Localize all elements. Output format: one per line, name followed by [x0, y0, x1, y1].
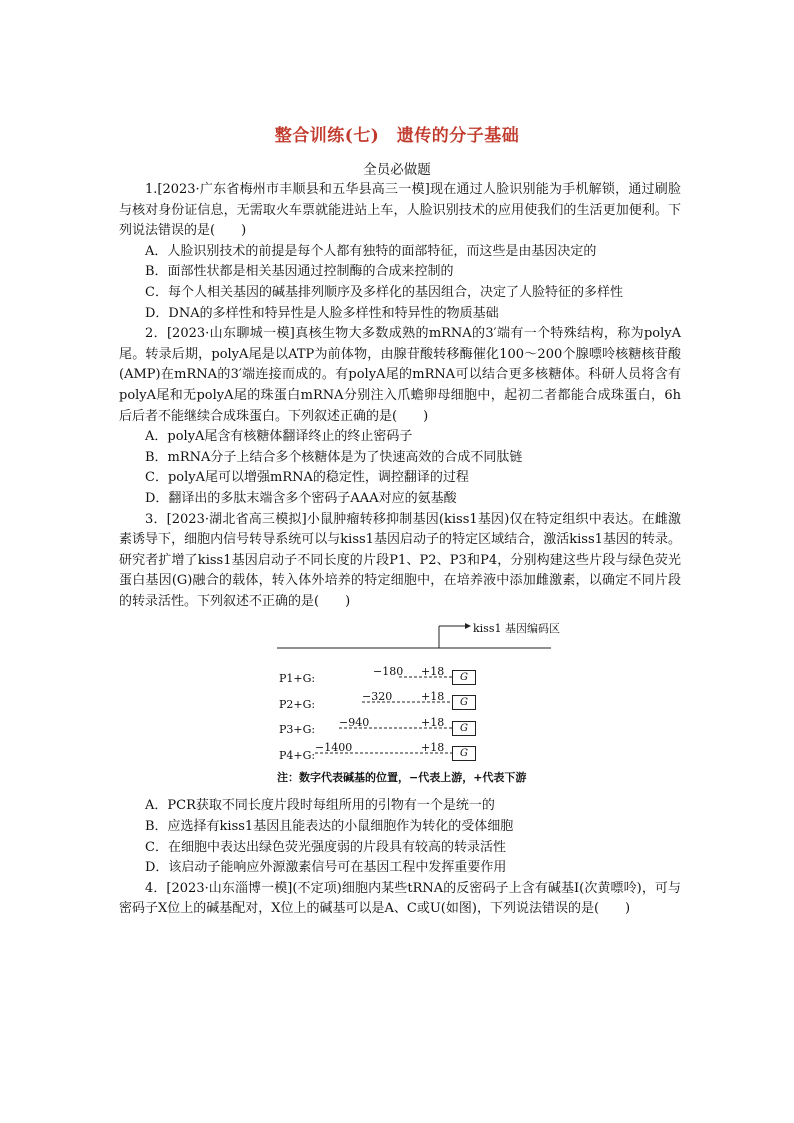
option-d: D．该启动子能响应外源激素信号可在基因工程中发挥重要作用: [145, 860, 507, 876]
question-2: [119, 324, 681, 509]
question-stem: 3．[2023·湖北省高三模拟]小鼠肿瘤转移抑制基因(kiss1基因)仅在特定组织中表达。在雌激素诱导下，细胞内信号转导系统可以与kiss1基因启动子的特定区域结合，激活kiss1基因的转录。研究者扩增了kiss1基因启动子不同长度的片段P1、P2、P3和P4，分别构建这些片段与绿色荧光蛋白基因(G)融合的载体，转入体外培养的特定细胞中，在培养液中添加雌激素，以确定不同片段的转录活性。下列叙述不正确的是( ): [119, 511, 681, 609]
option-c: C．在细胞中表达出绿色荧光强度弱的片段具有较高的转录活性: [145, 839, 506, 855]
coding-region-label: kiss1 基因编码区: [473, 622, 560, 636]
option-b: B．mRNA分子上结合多个核糖体是为了快速高效的合成不同肽链: [145, 449, 523, 465]
row-start-p1: −180: [373, 665, 404, 679]
option-d: D．翻译出的多肽末端含多个密码子AAA对应的氨基酸: [145, 490, 457, 506]
row-start-p3: −940: [339, 716, 370, 730]
row-label-p1: P1+G:: [279, 672, 316, 686]
gfp-box-p4: G: [452, 746, 476, 761]
option-b: B．应选择有kiss1基因且能表达的小鼠细胞作为转化的受体细胞: [145, 819, 514, 835]
option-b: B．面部性状都是相关基因通过控制酶的合成来控制的: [145, 264, 454, 280]
question-4: [119, 879, 681, 920]
figure-note: 注：数字代表碱基的位置，−代表上游，+代表下游: [277, 771, 527, 785]
option-a: A．polyA尾含有核糖体翻译终止的终止密码子: [145, 429, 413, 445]
option-a: A．PCR获取不同长度片段时每组所用的引物有一个是统一的: [145, 798, 495, 814]
row-end-p1: +18: [421, 665, 445, 679]
document-body: [119, 180, 681, 920]
row-label-p2: P2+G:: [279, 698, 316, 712]
page-title: 整合训练(七) 遗传的分子基础: [274, 126, 520, 146]
question-stem: 1.[2023·广东省梅州市丰顺县和五华县高三一模]现在通过人脸识别能为手机解锁，通过刷脸与核对身份证信息，无需取火车票就能进站上车，人脸识别技术的应用使我们的生活更加便利。下列说法错误的是( ): [119, 182, 681, 239]
option-a: A．人脸识别技术的前提是每个人都有独特的面部特征，而这些是由基因决定的: [145, 243, 597, 259]
option-d: D．DNA的多样性和特异性是人脸多样性和特异性的物质基础: [145, 305, 499, 321]
gfp-box-p2: G: [452, 695, 476, 710]
row-end-p2: +18: [421, 690, 445, 704]
gfp-box-p3: G: [452, 721, 476, 736]
row-start-p4: −1400: [315, 741, 353, 755]
promoter-diagram: [119, 618, 681, 790]
row-label-p3: P3+G:: [279, 723, 316, 737]
row-end-p4: +18: [421, 741, 445, 755]
question-3: [119, 510, 681, 879]
promoter-diagram-lines: [119, 618, 681, 790]
row-end-p3: +18: [421, 716, 445, 730]
gfp-box-p1: G: [452, 670, 476, 685]
question-stem: 2．[2023·山东聊城一模]真核生物大多数成熟的mRNA的3′端有一个特殊结构，称为polyA尾。转录后期，polyA尾是以ATP为前体物，由腺苷酸转移酶催化100～200个腺嘌呤核糖核苷酸(AMP)在mRNA的3′端连接而成的。有polyA尾的mRNA可以结合更多核糖体。科研人员将含有polyA尾和无polyA尾的珠蛋白mRNA分别注入爪蟾卵母细胞中，起初二者都能合成珠蛋白，6h后后者不能继续合成珠蛋白。下列叙述正确的是( ): [119, 326, 681, 424]
row-start-p2: −320: [362, 690, 393, 704]
option-c: C．polyA尾可以增强mRNA的稳定性，调控翻译的过程: [145, 470, 469, 486]
question-1: [119, 180, 681, 324]
option-c: C．每个人相关基因的碱基排列顺序及多样化的基因组合，决定了人脸特征的多样性: [145, 284, 623, 300]
question-stem: 4．[2023·山东淄博一模](不定项)细胞内某些tRNA的反密码子上含有碱基I(次黄嘌呤)，可与密码子X位上的碱基配对，X位上的碱基可以是A、C或U(如图)，下列说法错误的是( ): [119, 880, 681, 917]
section-subtitle: 全员必做题: [363, 162, 431, 178]
row-label-p4: P4+G:: [279, 749, 316, 763]
